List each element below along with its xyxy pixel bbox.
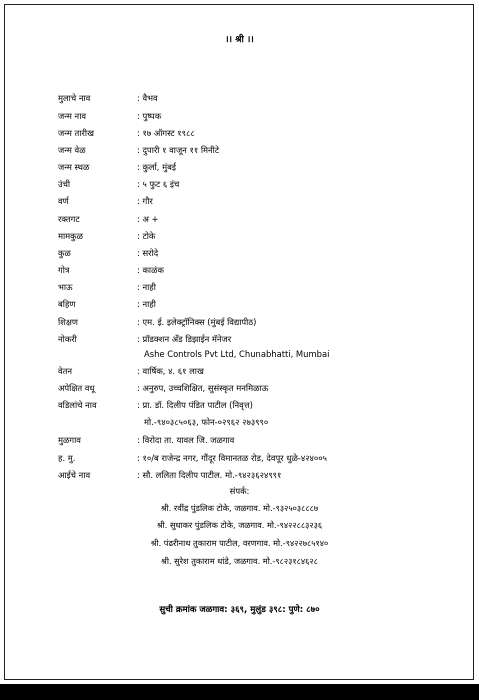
field-value-mother-name: : सौ. ललिता दिलीप पाटील. मो.-९४२३६२४९९१ — [137, 470, 282, 480]
field-label-birth-time: जन्म वेळ — [58, 145, 86, 155]
field-value-birth-time: : दुपारी १ वाजून ११ मिनीटे — [137, 145, 220, 155]
field-value-brother: : नाही — [137, 282, 156, 292]
field-label-current-address: ह. मु. — [58, 453, 76, 463]
bottom-black-bar — [0, 684, 479, 700]
field-value-name: : वैभव — [137, 93, 158, 103]
field-value-job-company: Ashe Controls Pvt Ltd, Chunabhatti, Mumbai — [144, 349, 330, 359]
contacts-heading: संपर्क: — [229, 486, 250, 496]
field-value-birth-date: : १७ ऑगस्ट १९८८ — [137, 128, 195, 138]
field-value-complexion: : गौर — [137, 196, 153, 206]
field-label-name: मुलाचे नाव — [58, 93, 91, 103]
field-value-birth-place: : कुर्ला, मुंबई — [137, 162, 176, 172]
field-value-native-village: : विरोदा ता. यावल जि. जळगाव — [137, 435, 235, 445]
field-label-expected-bride: अपेक्षित वधू — [58, 383, 95, 393]
field-value-gotra: : काळंक — [137, 265, 164, 275]
field-label-education: शिक्षण — [58, 317, 78, 327]
field-value-salary: : वार्षिक, ४. ६१ लाख — [137, 366, 204, 376]
field-label-blood-group: रक्तगट — [58, 214, 80, 224]
field-label-father-name: वडिलांचे नाव — [58, 400, 97, 410]
field-label-complexion: वर्ण — [58, 196, 69, 206]
field-label-birth-date: जन्म तारीख — [58, 128, 94, 138]
field-value-expected-bride: : अनुरुप, उच्चशिक्षित, सुसंस्कृत मनमिळाऊ — [137, 383, 269, 393]
field-value-blood-group: : अ + — [137, 214, 159, 224]
contact-line: श्री. सुधाकर पुंडलिक टोके, जळगाव. मो.-९४२२८८३२३६ — [156, 520, 323, 530]
contact-line: श्री. पंढरीनाथ तुकाराम पाटील, वरणगाव. मो.-९४२२७८५१४० — [150, 538, 329, 548]
field-label-sister: बहिण — [58, 299, 76, 309]
contact-line: श्री. सुरेश तुकाराम धांडे, जळगाव. मो.-९८२३१८४६२८ — [161, 556, 318, 566]
field-label-mother-name: आईचे नाव — [58, 470, 91, 480]
field-label-native-village: मुळगाव — [58, 435, 81, 445]
field-label-birth-name: जन्म नाव — [58, 111, 87, 121]
field-value-height: : ५ फुट ६ इंच — [137, 179, 180, 189]
field-label-birth-place: जन्म स्थळ — [58, 162, 90, 172]
field-label-job: नोकरी — [58, 334, 77, 344]
field-value-current-address: : १०/ब राजेन्द्र नगर, गौंदूर विमानतळ रोड, देवपूर धुळे-४२४००५ — [137, 453, 327, 463]
field-value-father-name: : प्रा. डॉ. दिलीप पंडित पाटील (निवृत्त) — [137, 400, 253, 410]
field-label-maternal-clan: मामकुळ — [58, 231, 83, 241]
field-value-maternal-clan: : टोके — [137, 231, 156, 241]
field-value-sister: : नाही — [137, 299, 156, 309]
field-value-father-contact: मो.-९४०३८५०६३, फोन-०२९६२ २७३९९० — [144, 417, 269, 427]
contact-line: श्री. रवींद्र पुंडलिक टोके, जळगाव. मो.-९३२५०३८८८७ — [160, 503, 319, 513]
field-label-brother: भाऊ — [58, 282, 73, 292]
field-value-education: : एम. ई. इलेक्ट्रॉनिक्स (मुंबई विद्यापीठ) — [137, 317, 257, 327]
page-header: ।। श्री ।। — [225, 35, 254, 45]
field-label-clan: कुळ — [58, 248, 71, 258]
field-value-job: : प्रॉडक्शन ॲंड डिझाईन मॅनेजर — [137, 334, 232, 344]
field-label-salary: वेतन — [58, 366, 73, 376]
field-label-height: उंची — [58, 179, 71, 189]
field-value-clan: : सरोदे — [137, 248, 159, 258]
field-label-gotra: गोत्र — [58, 265, 70, 275]
field-value-birth-name: : पुष्पक — [137, 111, 162, 121]
reference-numbers-footer: सुची क्रमांक जळगाव: ३६९, मुलुंड ३९८: पुणे: ८७० — [159, 605, 320, 615]
